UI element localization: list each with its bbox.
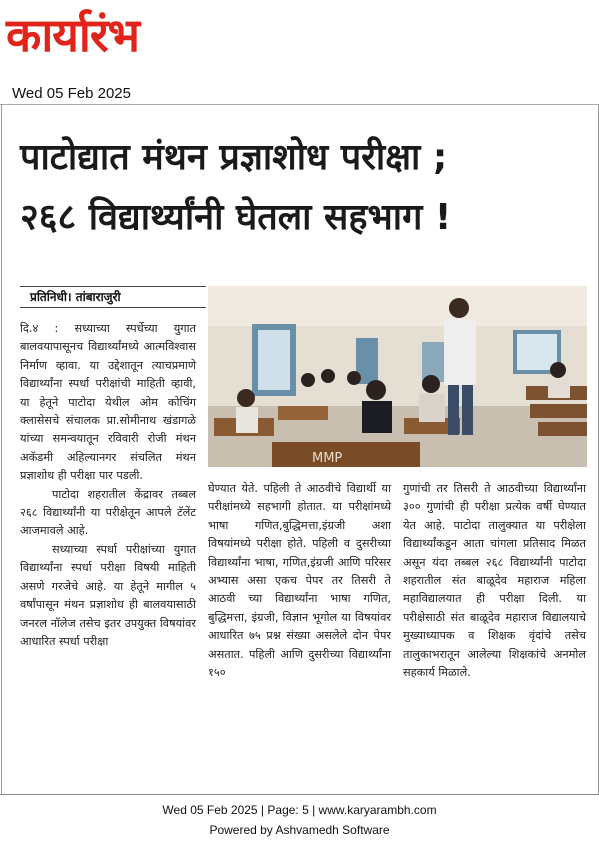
footer-page-info[interactable]: Wed 05 Feb 2025 | Page: 5 | www.karyarambh.com xyxy=(162,803,437,817)
footer-powered-by: Powered by Ashvamedh Software xyxy=(209,823,390,837)
article-photo xyxy=(208,286,587,467)
article-column-2 xyxy=(208,480,391,682)
edition-date: Wed 05 Feb 2025 xyxy=(12,85,131,102)
desk-board-text: MMP xyxy=(312,451,343,466)
paragraph-3: सध्याच्या स्पर्धा परीक्षांच्या युगात विद्यार्थ्यांना स्पर्धा परीक्षा विषयी माहिती असणे गरजेचे आहे. या हेतूने मागील ५ वर्षांपासून मंथन प्रज्ञाशोध ही बालवयासाठी जनरल नॉलेज तसेच इतर उपयुक्त विषयांवर आधारित स्पर्धा परीक्षा xyxy=(20,542,196,648)
paragraph-4: घेण्यात येते. पहिली ते आठवीचे विद्यार्थी या परीक्षांमध्ये सहभागी होतात. या परीक्षांमध्ये भाषा गणित,बुद्धिमत्ता,इंग्रजी अशा विषयांमध्ये परीक्षा होते. पहिली व दुसरीच्या विद्यार्थ्यांना भाषा, गणित,इंग्रजी आणि परिसर अभ्यास असा एकच पेपर तर तिसरी ते आठवी च्या विद्यार्थ्यांना भाषा गणित, बुद्धिमत्ता, इंग्रजी, विज्ञान भूगोल या विषयांवर आधारित ७५ प्रश्न संख्या असलेले दोन पेपर असतात. पहिली आणि दुसरीच्या विद्यार्थ्यांना १५० xyxy=(208,482,391,680)
masthead xyxy=(0,0,599,104)
paragraph-1: दि.४ : सध्याच्या स्पर्धेच्या युगात बालवयापासूनच विद्यार्थ्यांमध्ये आत्मविश्वास निर्माण व्हावा. या उद्देशातून त्याचप्रमाणे विद्यार्थ्यांना स्पर्धा परीक्षांची माहिती व्हावी, या हेतूने पाटोदा येथील ओम कोचिंग क्लासेसचे संचालक प्रा.सोमीनाथ खंडागळे यांच्या समन्वयातून रविवारी रोजी मंथन अकॅडमी अहिल्यानगर संचलित मंथन प्रज्ञाशोध ही परीक्षा पार पडली. xyxy=(20,322,196,483)
byline: प्रतिनिधी। तांबाराजुरी xyxy=(20,286,206,308)
headline-line-2: २६८ विद्यार्थ्यांनी घेतला सहभाग ! xyxy=(20,197,452,238)
article-column-3 xyxy=(403,480,586,682)
karyarambh-logo[interactable]: कार्यारंभ xyxy=(6,8,139,62)
paragraph-2: पाटोदा शहरातील केंद्रावर तब्बल २६८ विद्यार्थ्यांनी या परीक्षेतून आपले टॅलेंट आजमावले आहे. xyxy=(20,487,196,538)
page-footer xyxy=(0,794,599,846)
headline-line-1: पाटोद्यात मंथन प्रज्ञाशोध परीक्षा ; xyxy=(20,137,448,178)
article-headline xyxy=(20,128,585,248)
classroom-exam-photo xyxy=(208,286,587,467)
article-column-1 xyxy=(20,320,196,651)
paragraph-5: गुणांची तर तिसरी ते आठवीच्या विद्यार्थ्यांना ३०० गुणांची ही परीक्षा प्रत्येक वर्षी घेण्यात येत आहे. पाटोदा तालुक्यात या परीक्षेला विद्यार्थ्यांकडून आता चांगला प्रतिसाद मिळत असून यंदा तब्बल २६८ विद्यार्थ्यांनी पाटोदा शहरातील संत बाळूदेव महाराज महिला महाविद्यालयात ही परीक्षा दिली. या परीक्षेसाठी संत बाळूदेव महाराज विद्यालयाचे मुख्याध्यापक व शिक्षक वृंदांचे तसेच तालुकाभरातून आलेल्या शिक्षकांचे अनमोल सहकार्य मिळाले. xyxy=(403,482,586,680)
